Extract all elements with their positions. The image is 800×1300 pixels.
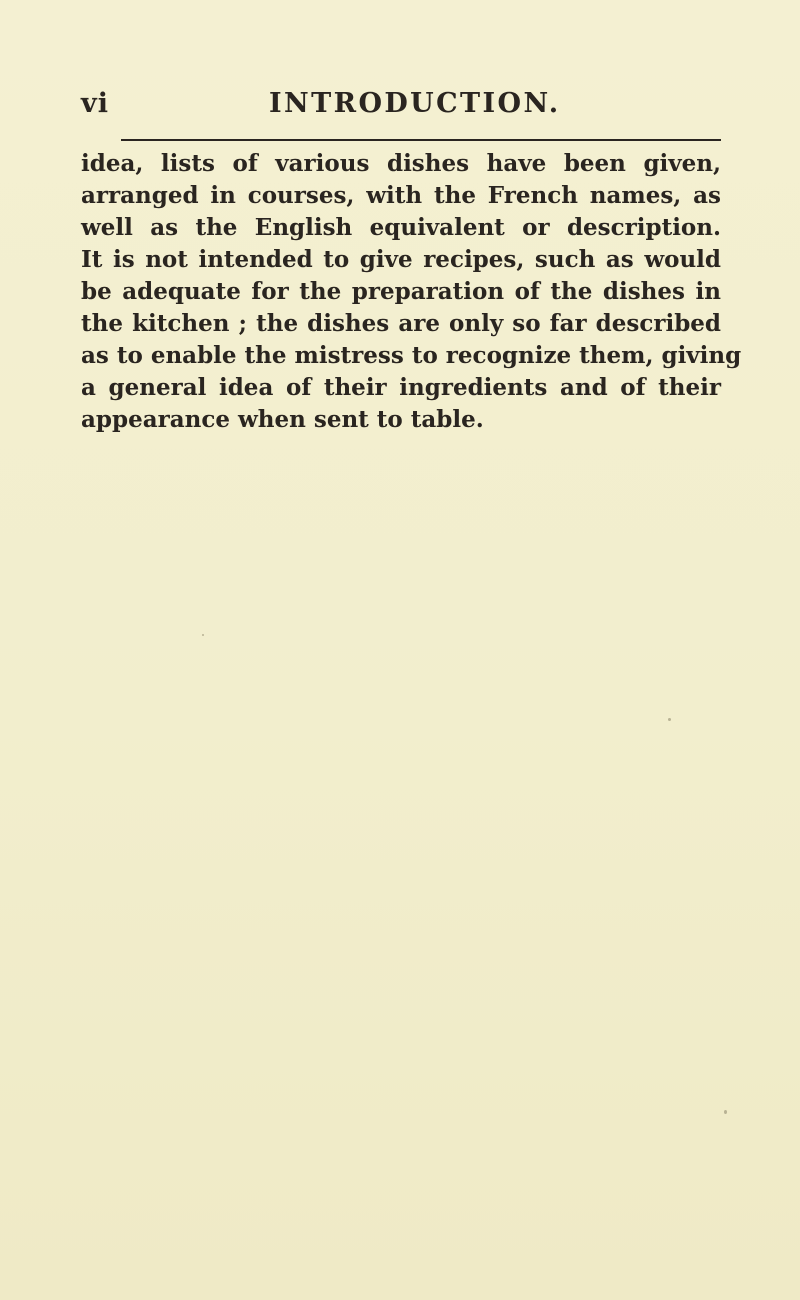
running-title: INTRODUCTION. (269, 88, 561, 119)
text-line: arranged in courses, with the French names, as (81, 182, 721, 209)
text-line: as to enable the mistress to recognize them, giving (81, 342, 742, 369)
text-line: well as the English equivalent or description. (81, 214, 721, 241)
text-line: the kitchen ; the dishes are only so far described (81, 310, 721, 337)
paper-speck (724, 1110, 727, 1114)
header-rule (121, 139, 721, 141)
text-line: a general idea of their ingredients and of their (81, 374, 721, 401)
body-text (81, 148, 742, 436)
paper-speck (668, 718, 671, 721)
text-line: It is not intended to give recipes, such as would (81, 246, 721, 273)
text-line: appearance when sent to table. (81, 406, 484, 433)
text-line: be adequate for the preparation of the dishes in (81, 278, 721, 305)
text-line: idea, lists of various dishes have been given, (81, 150, 721, 177)
page-number: vi (81, 88, 109, 119)
page-header (81, 88, 721, 128)
paper-speck (202, 634, 204, 636)
